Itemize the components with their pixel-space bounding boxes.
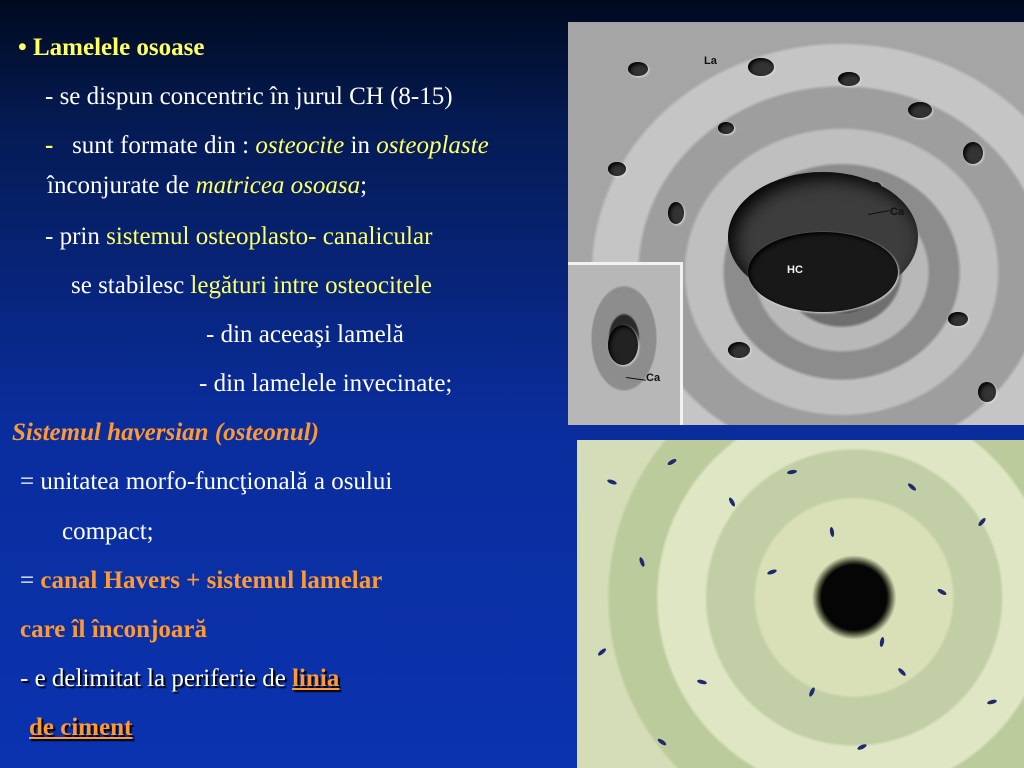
- osteocyte: [897, 667, 907, 677]
- osteocyte: [829, 527, 835, 538]
- text-formed-from: sunt formate din :: [72, 132, 250, 159]
- text-line-2: - se dispun concentric în jurul CH (8-15): [45, 83, 453, 110]
- osteocyte: [697, 679, 708, 685]
- pore: [728, 342, 750, 358]
- text-in: in: [350, 132, 370, 159]
- text-line-12: [20, 566, 382, 596]
- text-line-3: [45, 131, 489, 161]
- heading-lamelele-osoase: • Lamelele osoase: [18, 34, 205, 61]
- term-sistemul-osteoplasto-canalicular: sistemul osteoplasto- canalicular: [106, 223, 433, 250]
- text-line-11: compact;: [62, 518, 154, 545]
- term-linia: linia: [292, 665, 340, 692]
- text-line-13: care îl înconjoară: [20, 616, 207, 643]
- osteocyte: [607, 478, 618, 485]
- sem-micrograph-image: [568, 22, 1024, 425]
- pore: [838, 72, 860, 86]
- sem-label-hc: HC: [787, 264, 803, 276]
- pore: [628, 62, 648, 76]
- text-line-6: [71, 271, 432, 301]
- osteocyte: [808, 687, 816, 698]
- osteocyte: [667, 458, 678, 466]
- osteocyte: [857, 743, 868, 751]
- heading-sistemul-haversian: Sistemul haversian (osteonul): [12, 419, 319, 446]
- sem-inset-label-ca: Ca: [646, 372, 661, 384]
- osteocyte: [638, 557, 645, 568]
- text-line-14: [20, 664, 339, 694]
- text-line-10: = unitatea morfo-funcţională a osului: [20, 468, 393, 495]
- pore: [978, 382, 996, 402]
- term-osteoplaste: osteoplaste: [376, 132, 489, 159]
- text-line-4: [47, 171, 367, 201]
- light-micrograph-image: [577, 440, 1024, 768]
- term-matricea-osoasa: matricea osoasa: [195, 172, 361, 199]
- osteocyte: [977, 517, 986, 527]
- text-line-8: - din lamelele invecinate;: [199, 370, 453, 397]
- pore: [748, 58, 774, 76]
- text-line-5: [45, 222, 432, 252]
- osteocyte: [597, 647, 607, 656]
- text-surrounded-by: înconjurate de: [47, 172, 190, 199]
- osteocyte: [767, 568, 778, 575]
- inset-cavity: [608, 325, 638, 365]
- pore: [908, 102, 932, 118]
- dash-bullet: -: [45, 132, 54, 159]
- sem-label-la: La: [704, 55, 717, 67]
- osteocyte: [987, 699, 998, 705]
- text-se-stabilesc: se stabilesc: [71, 272, 185, 299]
- term-de-ciment: de ciment: [29, 714, 133, 741]
- osteocyte: [787, 469, 798, 475]
- equals-sign: =: [20, 567, 35, 594]
- pore: [608, 162, 626, 176]
- term-canal-havers: canal Havers + sistemul lamelar: [40, 567, 383, 594]
- pore: [718, 122, 734, 134]
- sem-inset-pointer: [626, 377, 646, 381]
- term-legaturi-osteocite: legături intre osteocitele: [190, 272, 432, 299]
- text-line-7: - din aceeaşi lamelă: [206, 321, 404, 348]
- haversian-canal-floor: [748, 232, 898, 312]
- osteocyte: [728, 497, 736, 508]
- pore: [963, 142, 983, 164]
- pore: [948, 312, 968, 326]
- semicolon: ;: [360, 172, 368, 199]
- text-delimited: - e delimitat la periferie de: [20, 665, 286, 692]
- osteocyte: [907, 482, 917, 491]
- sem-label-ca: Ca: [890, 206, 905, 218]
- osteocyte: [879, 637, 885, 648]
- pore: [668, 202, 684, 224]
- text-prin: - prin: [45, 223, 100, 250]
- osteocyte: [937, 588, 948, 596]
- sem-inset-image: [568, 262, 683, 425]
- osteocyte: [657, 737, 667, 746]
- term-osteocite: osteocite: [255, 132, 345, 159]
